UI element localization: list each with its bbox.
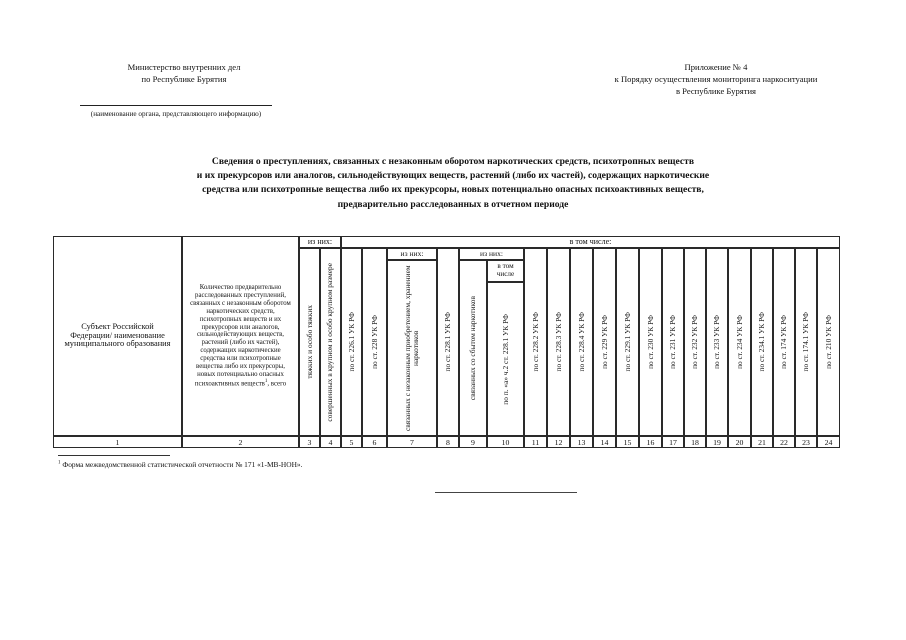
- header-col-3: тяжких и особо тяжких: [299, 248, 320, 436]
- header-total-count: Количество предварительно расследованных преступлений, связанных с незаконным оборотом наркотических средств, психотропных веществ и их прекурсоров или аналогов, сильнодействующих веществ, растений (либо их частей), содержащих наркотические средства или психотропные вещества либо их прекурсоры, новых потенциально опасных психоактивных веществ$^1$, всего: [182, 236, 299, 436]
- col-number-13: 13: [570, 436, 593, 448]
- col-number-18: 18: [684, 436, 706, 448]
- header-iz-nih-7: из них:: [387, 248, 437, 260]
- header-col-6: по ст. 228 УК РФ: [362, 248, 387, 436]
- header-col-18: по ст. 232 УК РФ: [684, 248, 706, 436]
- org-name-underline: [80, 105, 272, 106]
- header-col-16: по ст. 230 УК РФ: [639, 248, 662, 436]
- header-col-13: по ст. 228.4 УК РФ: [570, 248, 593, 436]
- col-number-2: 2: [182, 436, 299, 448]
- footnote-text: Форма межведомственной статистической отчетности № 171 «1-МВ-НОН».: [62, 460, 303, 469]
- ministry-header: [84, 61, 284, 85]
- ministry-line-2: по Республике Бурятия: [141, 74, 227, 84]
- col-number-8: 8: [437, 436, 459, 448]
- col-number-9: 9: [459, 436, 487, 448]
- document-title: [120, 155, 786, 212]
- title-line-4: предварительно расследованных в отчетном периоде: [337, 198, 569, 210]
- col-number-15: 15: [616, 436, 639, 448]
- col-number-3: 3: [299, 436, 320, 448]
- footnote-mark: 1: [58, 460, 61, 466]
- title-line-3: средства или психотропные вещества либо их прекурсоры, новых потенциально опасных психоактивных веществ,: [202, 184, 704, 196]
- header-col-24: по ст. 210 УК РФ: [817, 248, 840, 436]
- header-col-17: по ст. 231 УК РФ: [662, 248, 684, 436]
- appendix-line-2: к Порядку осуществления мониторинга наркоситуации: [614, 74, 818, 84]
- col-number-17: 17: [662, 436, 684, 448]
- header-subject: Субъект Российской Федерации/ наименование муниципального образования: [53, 236, 182, 436]
- header-col-21: по ст. 234.1 УК РФ: [751, 248, 773, 436]
- header-col-4: совершенных в крупном и особо крупном размере: [320, 248, 341, 436]
- col-number-22: 22: [773, 436, 795, 448]
- col-number-24: 24: [817, 436, 840, 448]
- title-line-2: и их прекурсоров или аналогов, сильнодействующих веществ, растений (либо их частей), содержащих наркотические: [196, 170, 710, 182]
- header-iz-nih-9: из них:: [459, 248, 524, 260]
- appendix-line-3: в Республике Бурятия: [675, 86, 757, 96]
- col-number-5: 5: [341, 436, 362, 448]
- footnote: [58, 460, 302, 469]
- header-col-12: по ст. 228.3 УК РФ: [547, 248, 570, 436]
- closing-line: [435, 492, 577, 493]
- col-number-6: 6: [362, 436, 387, 448]
- appendix-header: [596, 61, 836, 97]
- header-col-8: по ст. 228.1 УК РФ: [437, 248, 459, 436]
- col-number-14: 14: [593, 436, 616, 448]
- header-col-11: по ст. 228.2 УК РФ: [524, 248, 547, 436]
- ministry-line-1: Министерство внутренних дел: [127, 62, 241, 72]
- header-col-22: по ст. 174 УК РФ: [773, 248, 795, 436]
- col-number-23: 23: [795, 436, 817, 448]
- col-number-1: 1: [53, 436, 182, 448]
- header-col-19: по ст. 233 УК РФ: [706, 248, 728, 436]
- col-number-12: 12: [547, 436, 570, 448]
- appendix-line-1: Приложение № 4: [684, 62, 748, 72]
- title-line-1: Сведения о преступлениях, связанных с незаконным оборотом наркотических средств, психотропных веществ: [211, 156, 695, 167]
- col-number-20: 20: [728, 436, 751, 448]
- footnote-divider: [58, 455, 170, 456]
- col-number-16: 16: [639, 436, 662, 448]
- header-v-tom-chisle: в том числе:: [341, 236, 840, 248]
- org-name-caption: (наименование органа, представляющего информацию): [90, 110, 262, 118]
- header-iz-nih: из них:: [299, 236, 341, 248]
- header-col-10: по п. «а» ч.2 ст. 228.1 УК РФ: [487, 282, 524, 436]
- col-number-4: 4: [320, 436, 341, 448]
- header-col-9: связанных со сбытом наркотиков: [459, 260, 487, 436]
- col-number-19: 19: [706, 436, 728, 448]
- header-col-7: связанных с незаконным приобретением, хранением наркотиков: [387, 260, 437, 436]
- header-col-14: по ст. 229 УК РФ: [593, 248, 616, 436]
- col-number-7: 7: [387, 436, 437, 448]
- col-number-10: 10: [487, 436, 524, 448]
- col-number-11: 11: [524, 436, 547, 448]
- header-v-tom-chisle-10: в том числе: [487, 260, 524, 282]
- header-col-20: по ст. 234 УК РФ: [728, 248, 751, 436]
- header-col-5: по ст. 226.1 УК РФ: [341, 248, 362, 436]
- header-col-23: по ст. 174.1 УК РФ: [795, 248, 817, 436]
- header-col-15: по ст. 229.1 УК РФ: [616, 248, 639, 436]
- col-number-21: 21: [751, 436, 773, 448]
